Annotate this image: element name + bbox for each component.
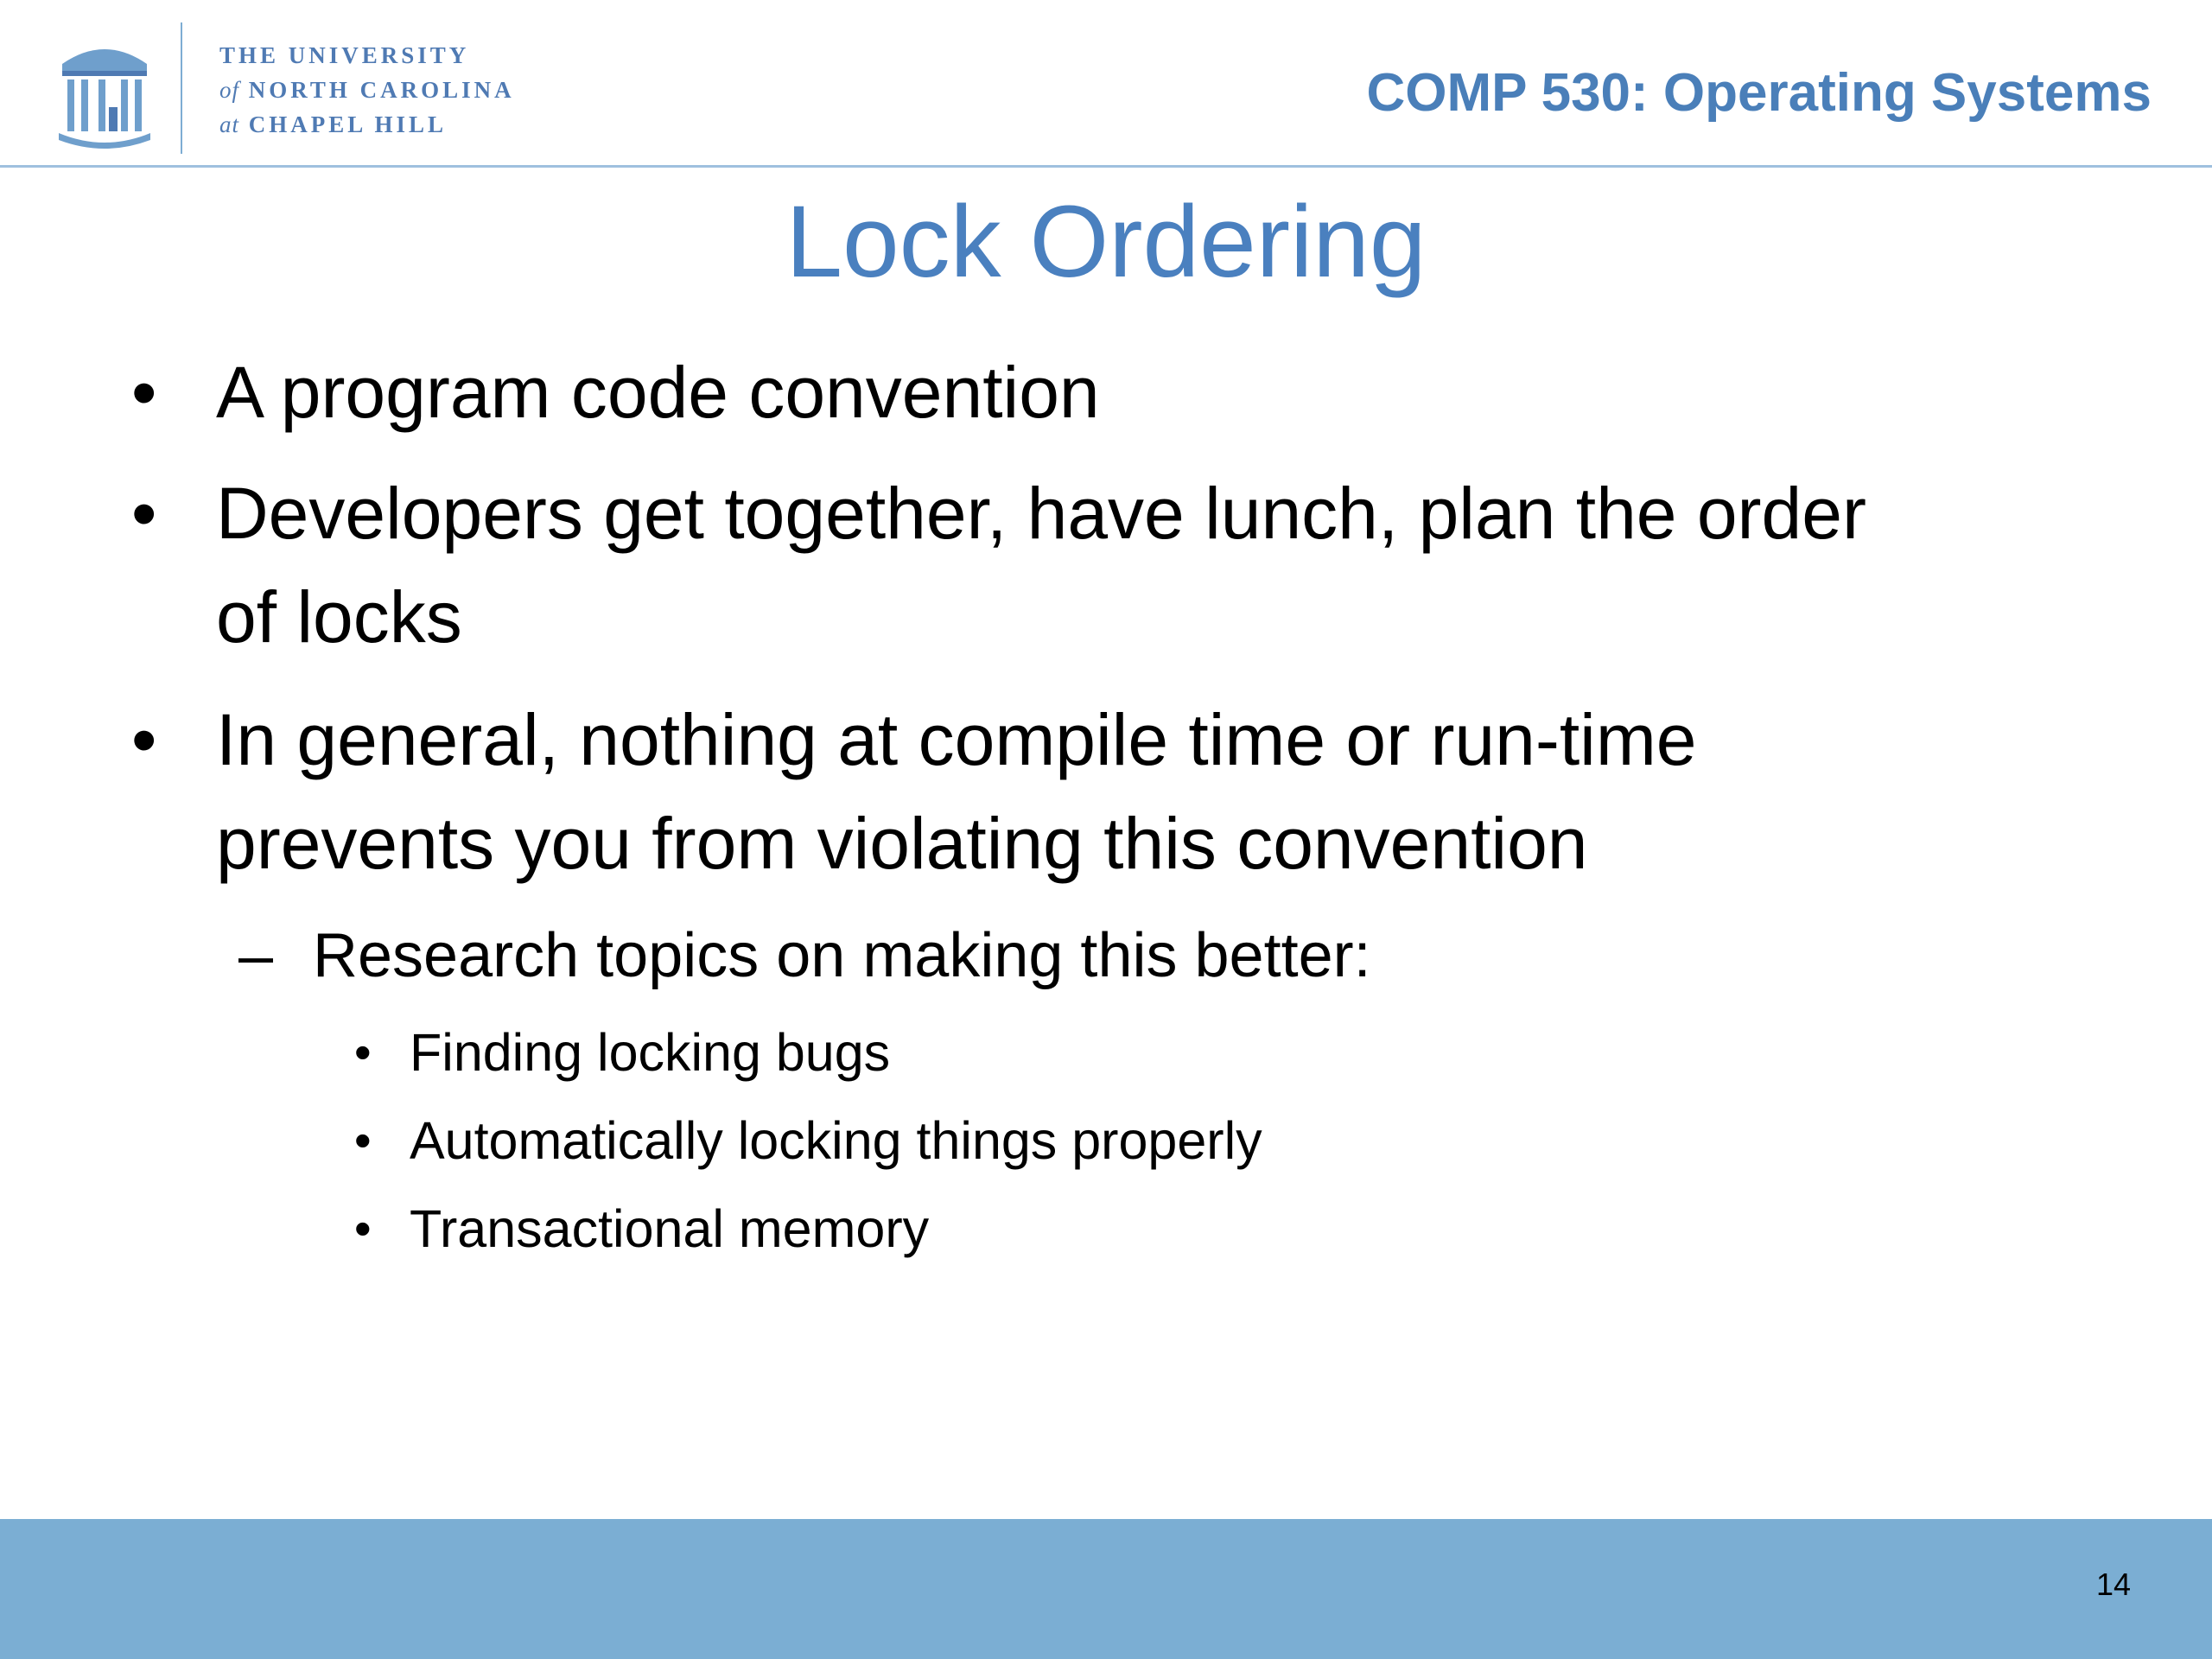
bullet-item [216,461,2082,669]
dash-marker: – [238,921,274,990]
bullet-item [216,688,2082,895]
bullet-text-line: prevents you from violating this convention [216,803,1588,884]
wordmark-chapel-hill: CHAPEL HILL [248,111,448,137]
sub-sub-bullet-item [410,1016,2051,1089]
wordmark-at: at [219,111,240,137]
wordmark-of: of [219,77,240,103]
sub-sub-bullet-item [410,1104,2051,1177]
bullet-text-line: Developers get together, have lunch, plan the order [216,473,1866,554]
bullet-marker: • [131,699,157,780]
wordmark-north-carolina: NORTH CAROLINA [248,77,515,103]
bullet-marker: • [354,1201,372,1255]
bullet-marker: • [354,1025,372,1079]
bullet-marker: • [354,1113,372,1167]
bullet-text-line: Research topics on making this better: [313,921,1371,990]
course-title: COMP 530: Operating Systems [1366,63,2152,123]
sub-bullet-item [313,914,2041,997]
bullet-text-line: of locks [216,576,462,658]
footer-bar [0,1519,2212,1659]
sub-sub-bullet-item [410,1192,2051,1265]
wordmark-line-1: THE UNIVERSITY [219,42,470,68]
bullet-item [216,340,2082,444]
bullet-text-line: In general, nothing at compile time or run-time [216,699,1697,780]
bullet-text-line: Finding locking bugs [410,1023,891,1082]
bullet-text-line: A program code convention [216,352,1100,433]
page-number: 14 [2095,1567,2131,1602]
slide-title: Lock Ordering [785,185,1427,299]
bullet-text-line: Transactional memory [410,1199,930,1258]
bullet-text-line: Automatically locking things properly [410,1111,1262,1170]
bullet-marker: • [131,352,157,433]
bullet-marker: • [131,473,157,554]
